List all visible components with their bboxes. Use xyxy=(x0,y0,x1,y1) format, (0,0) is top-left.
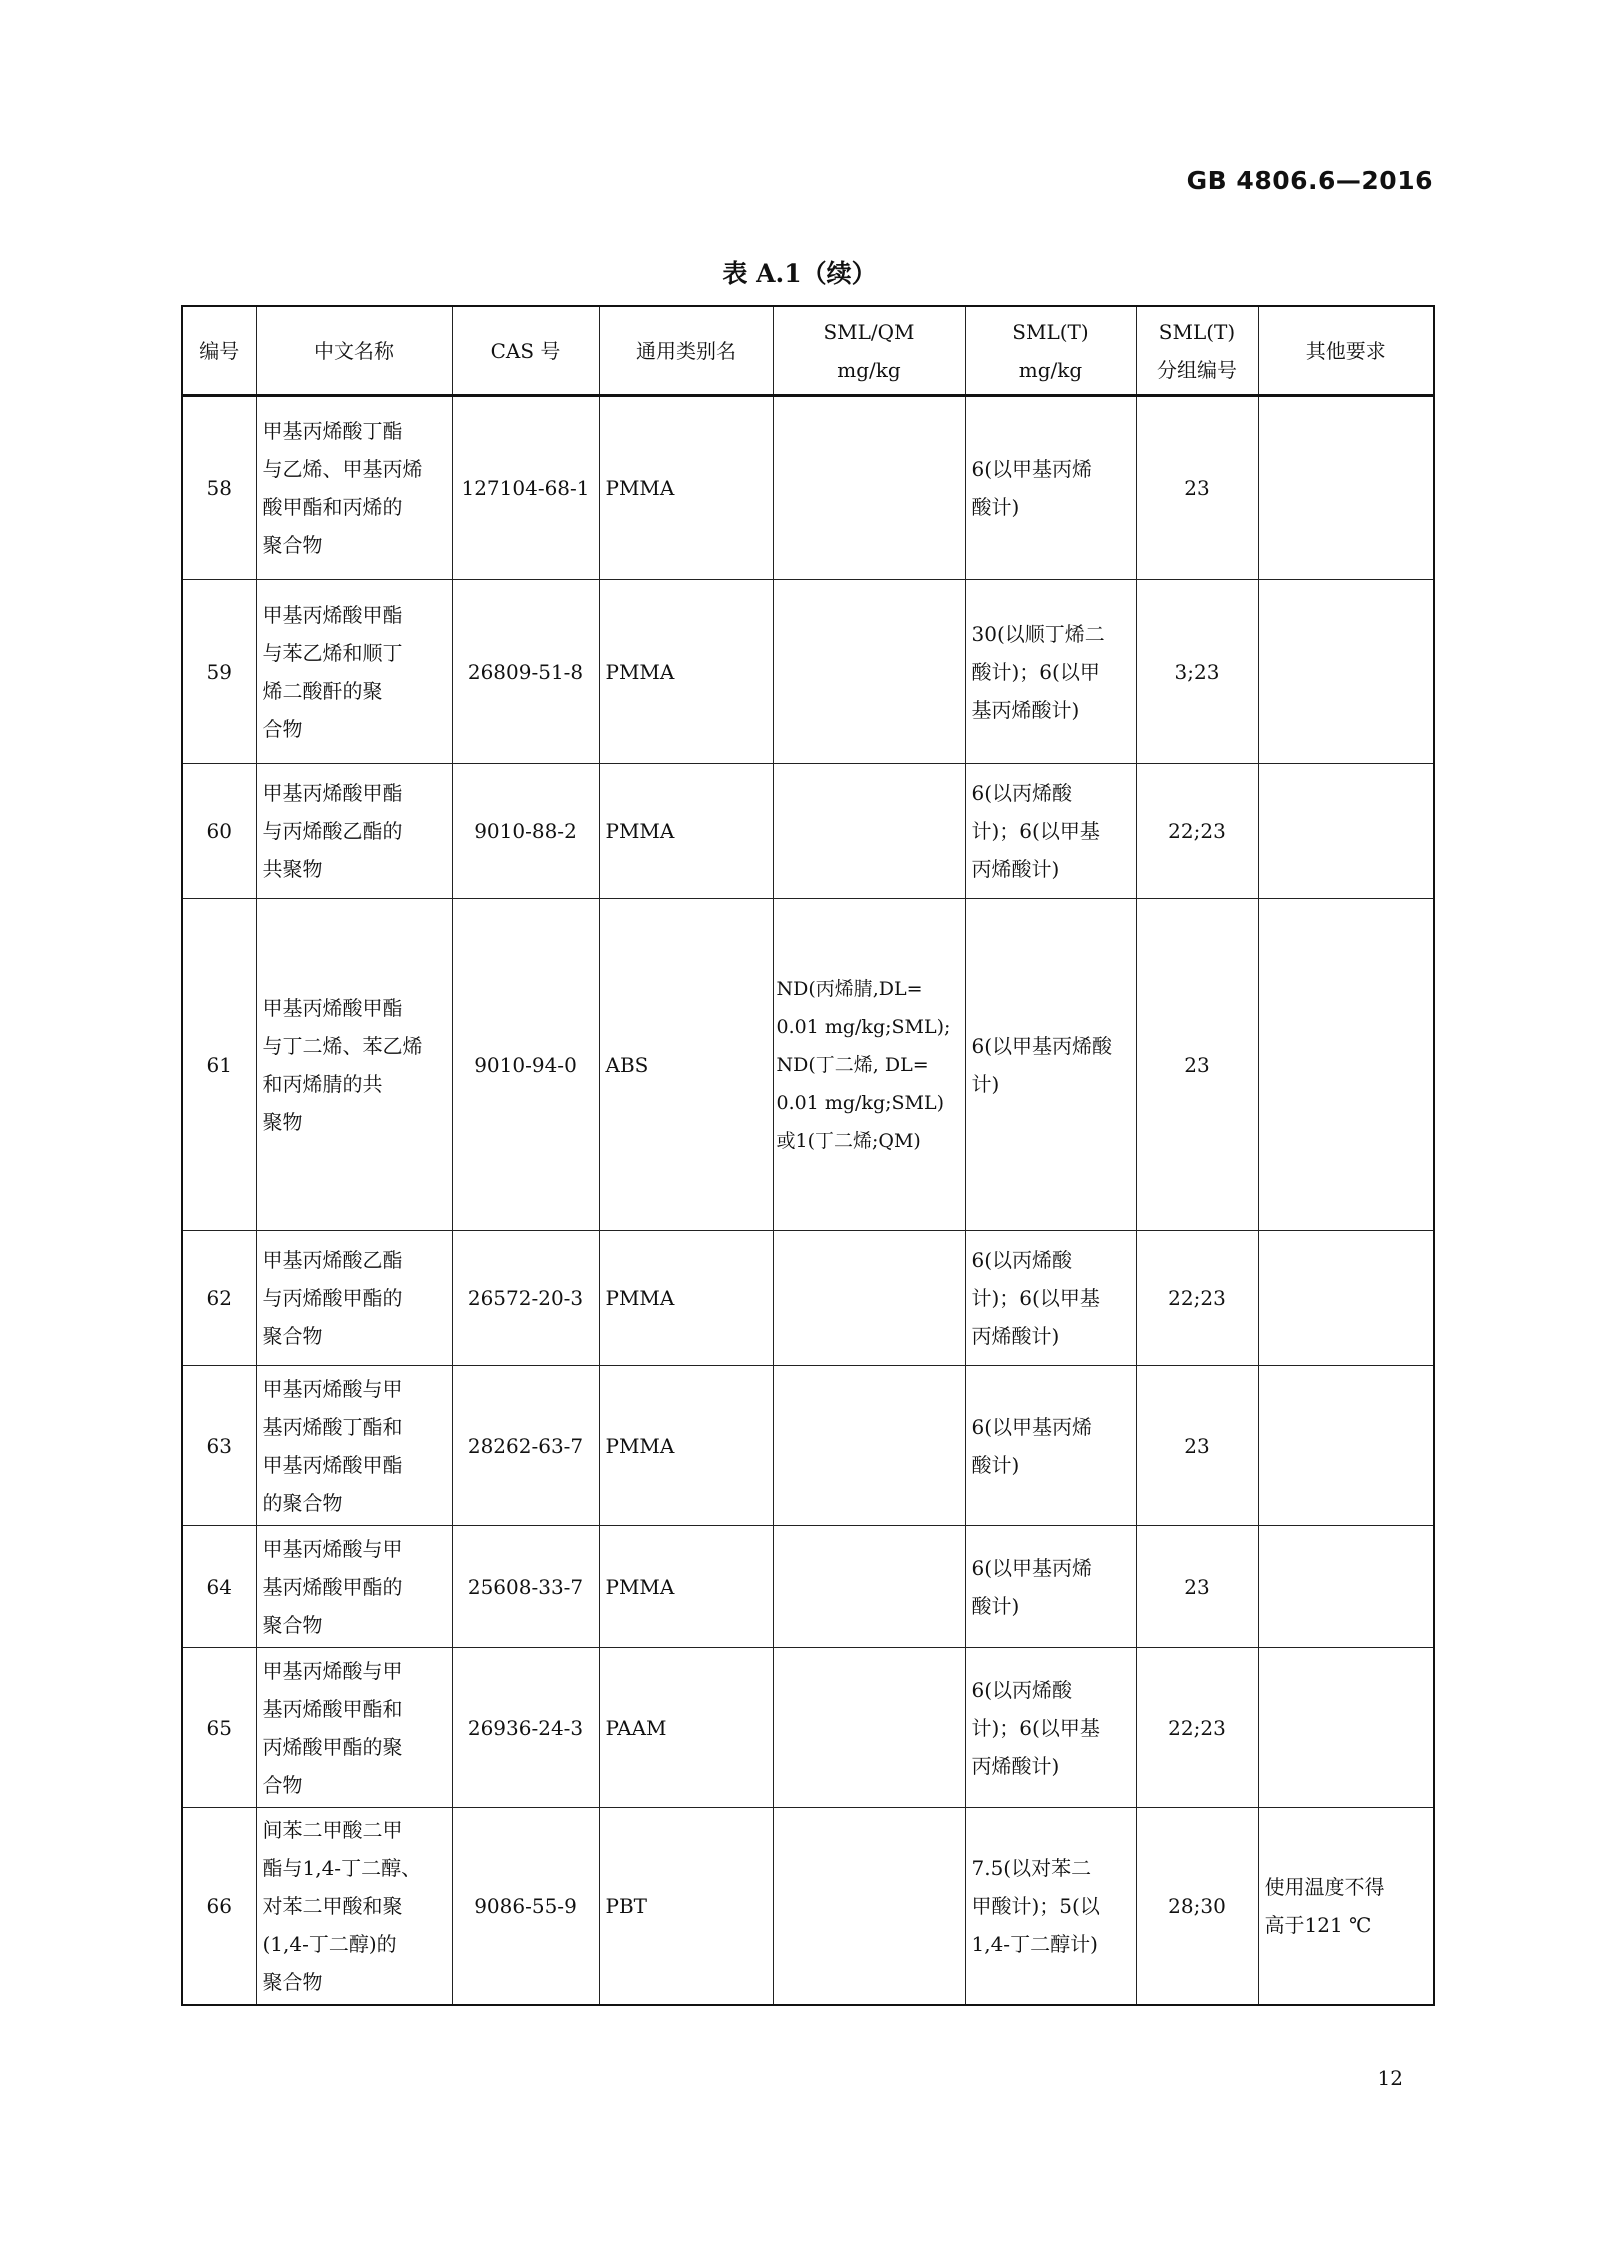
cell-sml-qm xyxy=(773,1366,965,1526)
table-row xyxy=(182,580,1434,764)
cell-other xyxy=(1258,764,1434,899)
cell-sml-t: 6(以丙烯酸 计)；6(以甲基 丙烯酸计) xyxy=(965,764,1136,899)
cell-cas: 127104-68-1 xyxy=(452,396,599,580)
cell-sml-qm xyxy=(773,764,965,899)
cell-sml-qm xyxy=(773,1808,965,2005)
cell-cas: 26809-51-8 xyxy=(452,580,599,764)
cell-category: PMMA xyxy=(599,764,773,899)
cell-group: 23 xyxy=(1136,396,1258,580)
cell-category: PAAM xyxy=(599,1648,773,1808)
table-row xyxy=(182,396,1434,580)
cell-no: 62 xyxy=(182,1231,256,1366)
col-header-name: 中文名称 xyxy=(256,306,452,396)
cell-cas: 26936-24-3 xyxy=(452,1648,599,1808)
col-header-sml-qm: SML/QM mg/kg xyxy=(773,306,965,396)
table-row xyxy=(182,764,1434,899)
cell-group: 22;23 xyxy=(1136,764,1258,899)
cell-name: 甲基丙烯酸丁酯 与乙烯、甲基丙烯 酸甲酯和丙烯的 聚合物 xyxy=(256,396,452,580)
cell-category: ABS xyxy=(599,899,773,1231)
cell-other xyxy=(1258,580,1434,764)
standard-code: GB 4806.6—2016 xyxy=(1186,166,1433,195)
cell-other: 使用温度不得 高于121 ℃ xyxy=(1258,1808,1434,2005)
cell-name: 甲基丙烯酸与甲 基丙烯酸甲酯和 丙烯酸甲酯的聚 合物 xyxy=(256,1648,452,1808)
cell-cas: 9010-88-2 xyxy=(452,764,599,899)
cell-sml-t: 6(以甲基丙烯 酸计) xyxy=(965,1526,1136,1648)
cell-other xyxy=(1258,1231,1434,1366)
col-header-sml-t: SML(T) mg/kg xyxy=(965,306,1136,396)
cell-category: PMMA xyxy=(599,580,773,764)
cell-category: PMMA xyxy=(599,396,773,580)
cell-no: 58 xyxy=(182,396,256,580)
page-number: 12 xyxy=(1377,2066,1403,2090)
cell-group: 28;30 xyxy=(1136,1808,1258,2005)
cell-name: 甲基丙烯酸甲酯 与丙烯酸乙酯的 共聚物 xyxy=(256,764,452,899)
cell-sml-qm: ND(丙烯腈,DL= 0.01 mg/kg;SML); ND(丁二烯, DL= 0.01 mg/kg;SML) 或1(丁二烯;QM) xyxy=(773,899,965,1231)
cell-category: PMMA xyxy=(599,1366,773,1526)
col-header-other: 其他要求 xyxy=(1258,306,1434,396)
cell-no: 65 xyxy=(182,1648,256,1808)
cell-cas: 9086-55-9 xyxy=(452,1808,599,2005)
cell-category: PMMA xyxy=(599,1231,773,1366)
cell-group: 23 xyxy=(1136,899,1258,1231)
cell-name: 间苯二甲酸二甲 酯与1,4-丁二醇、 对苯二甲酸和聚 (1,4-丁二醇)的 聚合物 xyxy=(256,1808,452,2005)
cell-other xyxy=(1258,396,1434,580)
cell-sml-t: 7.5(以对苯二 甲酸计)；5(以 1,4-丁二醇计) xyxy=(965,1808,1136,2005)
cell-sml-t: 6(以甲基丙烯 酸计) xyxy=(965,396,1136,580)
cell-sml-qm xyxy=(773,580,965,764)
cell-sml-t: 6(以甲基丙烯酸 计) xyxy=(965,899,1136,1231)
cell-cas: 26572-20-3 xyxy=(452,1231,599,1366)
cell-other xyxy=(1258,1366,1434,1526)
cell-name: 甲基丙烯酸乙酯 与丙烯酸甲酯的 聚合物 xyxy=(256,1231,452,1366)
table-header-row xyxy=(182,306,1434,396)
cell-name: 甲基丙烯酸与甲 基丙烯酸丁酯和 甲基丙烯酸甲酯 的聚合物 xyxy=(256,1366,452,1526)
table-title: 表 A.1（续） xyxy=(722,259,877,288)
table-row xyxy=(182,899,1434,1231)
cell-other xyxy=(1258,899,1434,1231)
cell-group: 22;23 xyxy=(1136,1648,1258,1808)
table-row xyxy=(182,1648,1434,1808)
cell-no: 60 xyxy=(182,764,256,899)
cell-category: PBT xyxy=(599,1808,773,2005)
cell-group: 22;23 xyxy=(1136,1231,1258,1366)
cell-no: 66 xyxy=(182,1808,256,2005)
col-header-group: SML(T) 分组编号 xyxy=(1136,306,1258,396)
cell-sml-qm xyxy=(773,396,965,580)
substance-table xyxy=(181,305,1435,2006)
cell-name: 甲基丙烯酸甲酯 与丁二烯、苯乙烯 和丙烯腈的共 聚物 xyxy=(256,899,452,1231)
cell-category: PMMA xyxy=(599,1526,773,1648)
cell-sml-t: 6(以丙烯酸 计)；6(以甲基 丙烯酸计) xyxy=(965,1231,1136,1366)
cell-no: 63 xyxy=(182,1366,256,1526)
cell-name: 甲基丙烯酸甲酯 与苯乙烯和顺丁 烯二酸酐的聚 合物 xyxy=(256,580,452,764)
cell-no: 59 xyxy=(182,580,256,764)
cell-group: 23 xyxy=(1136,1526,1258,1648)
cell-sml-t: 6(以甲基丙烯 酸计) xyxy=(965,1366,1136,1526)
cell-sml-qm xyxy=(773,1231,965,1366)
cell-sml-qm xyxy=(773,1648,965,1808)
cell-cas: 28262-63-7 xyxy=(452,1366,599,1526)
col-header-category: 通用类别名 xyxy=(599,306,773,396)
col-header-cas: CAS 号 xyxy=(452,306,599,396)
cell-group: 23 xyxy=(1136,1366,1258,1526)
cell-other xyxy=(1258,1526,1434,1648)
cell-cas: 25608-33-7 xyxy=(452,1526,599,1648)
cell-other xyxy=(1258,1648,1434,1808)
table-row xyxy=(182,1231,1434,1366)
table-row xyxy=(182,1366,1434,1526)
cell-sml-t: 30(以顺丁烯二 酸计)；6(以甲 基丙烯酸计) xyxy=(965,580,1136,764)
col-header-no: 编号 xyxy=(182,306,256,396)
cell-name: 甲基丙烯酸与甲 基丙烯酸甲酯的 聚合物 xyxy=(256,1526,452,1648)
cell-group: 3;23 xyxy=(1136,580,1258,764)
cell-sml-t: 6(以丙烯酸 计)；6(以甲基 丙烯酸计) xyxy=(965,1648,1136,1808)
table-row xyxy=(182,1808,1434,2005)
table-row xyxy=(182,1526,1434,1648)
cell-no: 61 xyxy=(182,899,256,1231)
cell-no: 64 xyxy=(182,1526,256,1648)
cell-cas: 9010-94-0 xyxy=(452,899,599,1231)
cell-sml-qm xyxy=(773,1526,965,1648)
